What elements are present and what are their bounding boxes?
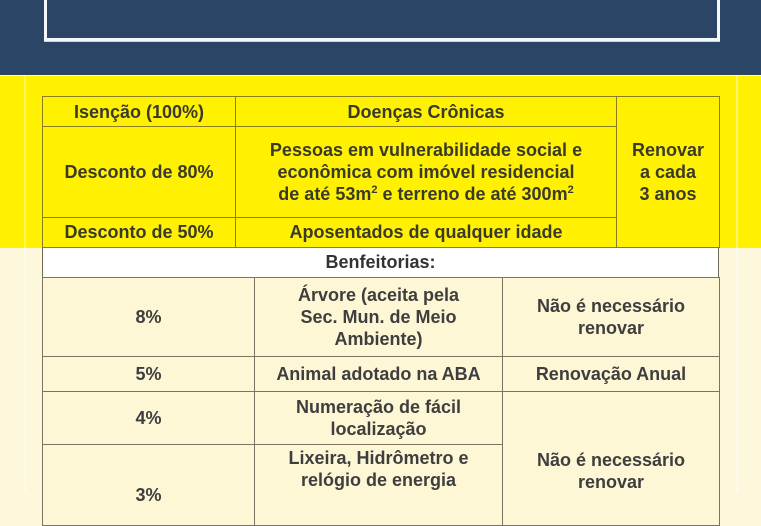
table-row xyxy=(43,357,720,392)
item-cell: Animal adotado na ABA xyxy=(255,357,503,392)
renewal-cell: Renovação Anual xyxy=(503,357,720,392)
renewal-line: Não é necessário xyxy=(536,296,686,316)
item-cell xyxy=(255,445,503,526)
renewal-line: 3 anos xyxy=(639,184,697,204)
superscript: 2 xyxy=(567,183,574,196)
category-cell xyxy=(236,127,617,217)
item-line: relógio de energia xyxy=(300,470,457,490)
renewal-cell xyxy=(617,97,720,248)
superscript: 2 xyxy=(371,183,378,196)
item-line: Numeração de fácil xyxy=(295,397,462,417)
table-row xyxy=(43,392,720,445)
item-cell xyxy=(255,392,503,445)
percent-cell: 4% xyxy=(43,392,255,445)
category-cell: Doenças Crônicas xyxy=(236,97,617,127)
renewal-line: renovar xyxy=(577,471,645,492)
table-row xyxy=(43,97,720,127)
discount-table xyxy=(42,96,720,248)
percent-cell: 8% xyxy=(43,278,255,357)
renewal-line: Renovar xyxy=(631,140,705,160)
discount-cell: Isenção (100%) xyxy=(43,97,236,127)
renewal-line: renovar xyxy=(577,318,645,338)
table-row xyxy=(43,278,720,357)
item-line: Árvore (aceita pela xyxy=(297,285,460,305)
renewal-cell xyxy=(503,392,720,526)
renewal-line: a cada xyxy=(639,162,697,182)
renewal-cell xyxy=(503,278,720,357)
item-line: Sec. Mun. de Meio xyxy=(300,307,457,327)
right-guide-line xyxy=(736,76,738,492)
title-frame xyxy=(44,0,720,41)
item-cell xyxy=(255,278,503,357)
header-banner xyxy=(0,0,761,75)
renewal-line: Não é necessário xyxy=(536,449,686,470)
discount-cell: Desconto de 80% xyxy=(43,127,236,217)
percent-cell: 3% xyxy=(43,445,255,526)
item-line: localização xyxy=(330,419,427,439)
category-line: Pessoas em vulnerabilidade social e xyxy=(269,139,583,160)
category-line: econômica com imóvel residencial xyxy=(277,161,575,182)
benfeitorias-table xyxy=(42,277,720,526)
left-guide-line xyxy=(24,76,26,492)
percent-cell: 5% xyxy=(43,357,255,392)
discount-cell: Desconto de 50% xyxy=(43,217,236,247)
text-fragment: e terreno de até 300m xyxy=(377,183,568,204)
text-fragment: de até 53m xyxy=(278,183,372,204)
category-cell: Aposentados de qualquer idade xyxy=(236,217,617,247)
item-line: Lixeira, Hidrômetro e xyxy=(288,448,469,468)
item-line: Ambiente) xyxy=(334,329,423,349)
benfeitorias-header: Benfeitorias: xyxy=(42,248,719,277)
category-line xyxy=(236,183,616,205)
